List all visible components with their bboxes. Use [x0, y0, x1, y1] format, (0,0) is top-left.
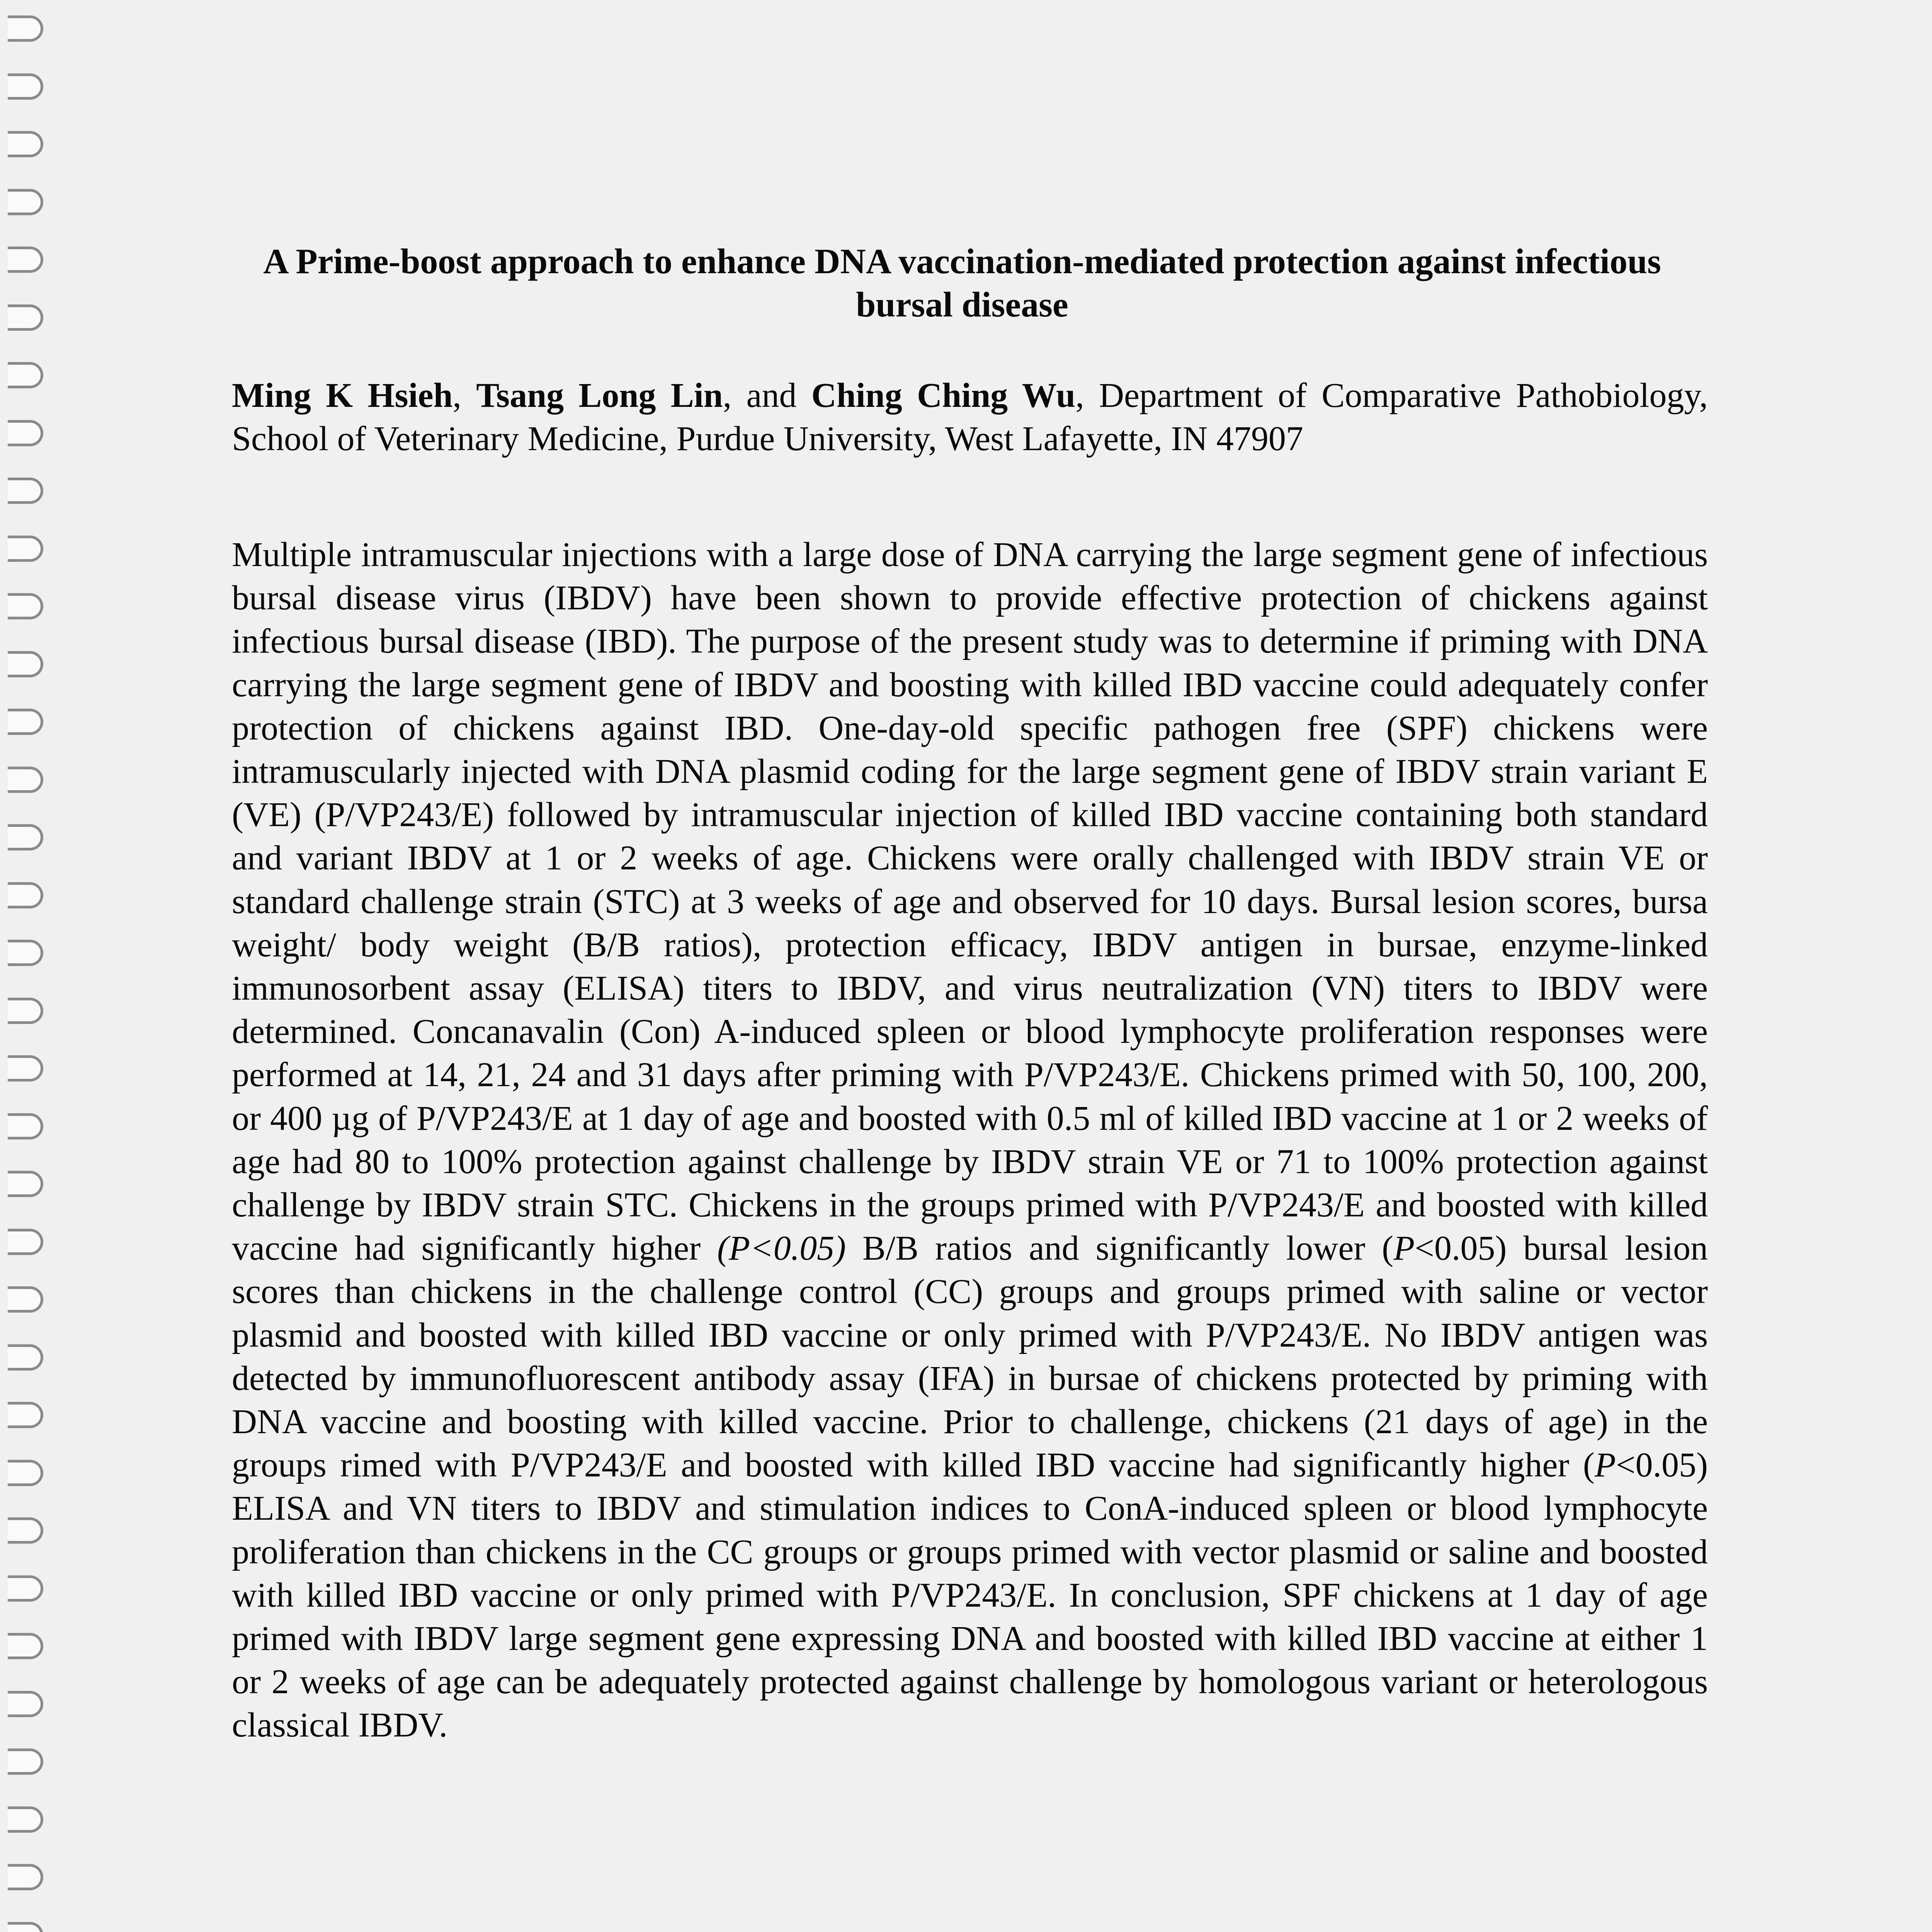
binder-hole: [8, 1344, 43, 1371]
binder-hole: [8, 1460, 43, 1486]
binder-hole: [8, 478, 43, 504]
binder-hole: [8, 940, 43, 966]
binder-hole: [8, 1402, 43, 1428]
paper-title: A Prime-boost approach to enhance DNA vaccination-mediated protection against infectious bursal disease: [263, 242, 1661, 324]
binder-hole: [8, 1575, 43, 1602]
binder-hole: [8, 651, 43, 677]
binder-hole: [8, 593, 43, 619]
abstract-paragraph: [232, 533, 1708, 1747]
affiliation: Department of Comparative Pathobiology, School of Veterinary Medicine, Purdue University, West Lafayette, IN 47907: [232, 376, 1708, 458]
binder-hole: [8, 709, 43, 735]
author-name: Ching Ching Wu: [811, 376, 1076, 415]
abstract-text: <0.05) bursal lesion scores than chickens in the challenge control (CC) groups and groups primed with saline or vector plasmid and boosted with killed IBD vaccine or only primed with P/VP243/E. No IBDV antigen was detected by immunofluorescent antibody assay (IFA) in bursae of chickens protected by priming with DNA vaccine and boosting with killed vaccine. Prior to challenge, chickens (21 days of age) in the groups rimed with P/VP243/E and boosted with killed IBD vaccine had significantly higher (: [232, 1229, 1708, 1485]
author-block: [232, 374, 1708, 461]
binder-hole: [8, 1864, 43, 1890]
binder-holes: [0, 0, 58, 1932]
binder-hole: [8, 15, 43, 42]
abstract-italic: (P<0.05): [717, 1229, 846, 1268]
binder-hole: [8, 1806, 43, 1833]
binder-hole: [8, 1113, 43, 1139]
author-name: Tsang Long Lin: [476, 376, 723, 415]
binder-hole: [8, 247, 43, 273]
author-separator: ,: [1075, 376, 1099, 415]
binder-hole: [8, 1286, 43, 1313]
binder-hole: [8, 1517, 43, 1544]
binder-hole: [8, 998, 43, 1024]
binder-hole: [8, 189, 43, 215]
binder-hole: [8, 536, 43, 562]
binder-hole: [8, 1748, 43, 1775]
binder-hole: [8, 767, 43, 793]
binder-hole: [8, 1055, 43, 1082]
binder-hole: [8, 131, 43, 157]
abstract-text: B/B ratios and significantly lower (: [846, 1229, 1394, 1268]
author-separator: ,: [452, 376, 476, 415]
author-separator: , and: [723, 376, 811, 415]
abstract-italic: P: [1594, 1446, 1616, 1485]
binder-hole: [8, 420, 43, 446]
abstract-text: <0.05) ELISA and VN titers to IBDV and stimulation indices to ConA-induced spleen or blood lymphocyte proliferation than chickens in the CC groups or groups primed with vector plasmid or saline and boosted with killed IBD vaccine or only primed with P/VP243/E. In conclusion, SPF chickens at 1 day of age primed with IBDV large segment gene expressing DNA and boosted with killed IBD vaccine at either 1 or 2 weeks of age can be adequately protected against challenge by homologous variant or heterologous classical IBDV.: [232, 1446, 1708, 1745]
binder-hole: [8, 1691, 43, 1717]
abstract-italic: P: [1393, 1229, 1415, 1268]
binder-hole: [8, 362, 43, 388]
binder-hole: [8, 882, 43, 908]
binder-hole: [8, 1171, 43, 1197]
binder-hole: [8, 1633, 43, 1659]
binder-hole: [8, 824, 43, 850]
author-name: Ming K Hsieh: [232, 376, 453, 415]
binder-hole: [8, 73, 43, 100]
abstract-text: Multiple intramuscular injections with a large dose of DNA carrying the large segment gene of infectious bursal disease virus (IBDV) have been shown to provide effective protection of chickens against infectious bursal disease (IBD). The purpose of the present study was to determine if priming with DNA carrying the large segment gene of IBDV and boosting with killed IBD vaccine could adequately confer protection of chickens against IBD. One-day-old specific pathogen free (SPF) chickens were intramuscularly injected with DNA plasmid coding for the large segment gene of IBDV strain variant E (VE) (P/VP243/E) followed by intramuscular injection of killed IBD vaccine containing both standard and variant IBDV at 1 or 2 weeks of age. Chickens were orally challenged with IBDV strain VE or standard challenge strain (STC) at 3 weeks of age and observed for 10 days. Bursal lesion scores, bursa weight/ body weight (B/B ratios), protection efficacy, IBDV antigen in bursae, enzyme-linked immunosorbent assay (ELISA) titers to IBDV, and virus neutralization (VN) titers to IBDV were determined. Concanavalin (Con) A-induced spleen or blood lymphocyte proliferation responses were performed at 14, 21, 24 and 31 days after priming with P/VP243/E. Chickens primed with 50, 100, 200, or 400 µg of P/VP243/E at 1 day of age and boosted with 0.5 ml of killed IBD vaccine at 1 or 2 weeks of age had 80 to 100% protection against challenge by IBDV strain VE or 71 to 100% protection against challenge by IBDV strain STC. Chickens in the groups primed with P/VP243/E and boosted with killed vaccine had significantly higher: [232, 536, 1708, 1268]
binder-hole: [8, 1922, 43, 1932]
binder-hole: [8, 304, 43, 331]
binder-hole: [8, 1229, 43, 1255]
